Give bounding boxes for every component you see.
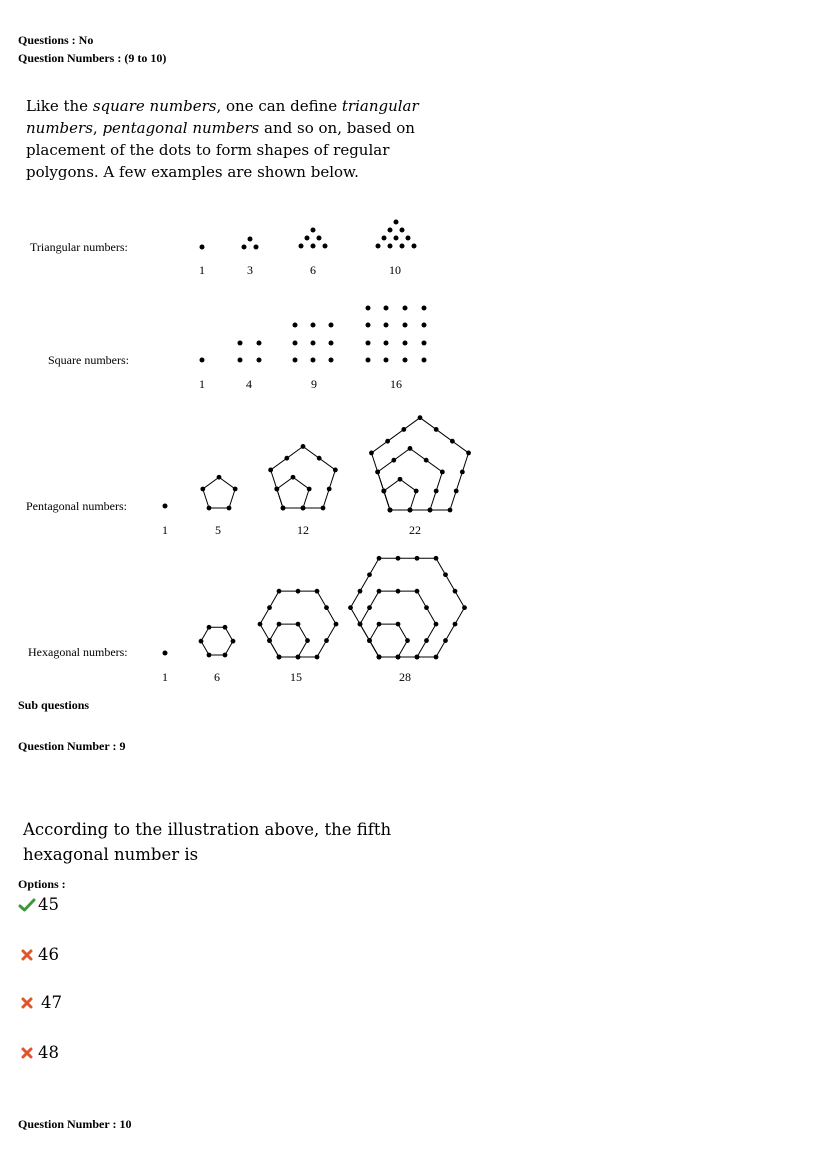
dot: [367, 572, 372, 577]
dot: [227, 506, 232, 511]
value-label: 9: [311, 377, 317, 391]
dot: [415, 655, 420, 660]
option-text: 47: [41, 993, 62, 1012]
dot: [385, 439, 390, 444]
dot: [296, 622, 301, 627]
dot: [424, 638, 429, 643]
dot: [377, 655, 382, 660]
value-label: 16: [390, 377, 402, 391]
dot: [367, 638, 372, 643]
dot: [268, 468, 273, 473]
dot: [466, 451, 471, 456]
check-icon: [18, 896, 36, 914]
dot: [296, 655, 301, 660]
dot: [396, 556, 401, 561]
dot: [207, 653, 212, 658]
dot: [231, 639, 236, 644]
dot: [321, 506, 326, 511]
dot: [291, 475, 296, 480]
dot: [398, 477, 403, 482]
dot: [207, 625, 212, 630]
dot: [296, 589, 301, 594]
value-label: 1: [199, 263, 205, 277]
row-label-square: Square numbers:: [48, 353, 129, 367]
dot: [440, 470, 445, 475]
dot: [377, 622, 382, 627]
dot: [408, 508, 413, 513]
dot: [267, 638, 272, 643]
dot: [305, 638, 310, 643]
dot: [377, 589, 382, 594]
row-label-pentagonal: Pentagonal numbers:: [26, 499, 127, 513]
dot: [396, 622, 401, 627]
dot: [450, 439, 455, 444]
value-label: 28: [399, 670, 411, 684]
dot: [434, 556, 439, 561]
cross-icon: [18, 1044, 36, 1062]
dot: [443, 638, 448, 643]
cross-icon: [18, 946, 36, 964]
dot: [405, 638, 410, 643]
dot: [462, 605, 467, 610]
dot: [324, 605, 329, 610]
dot: [258, 622, 263, 627]
dot: [453, 589, 458, 594]
dot: [367, 605, 372, 610]
question-10-number: Question Number : 10: [18, 1117, 132, 1131]
value-label: 1: [162, 670, 168, 684]
dot: [223, 653, 228, 658]
pentagonal-figure: [268, 444, 338, 510]
sub-questions-label: Sub questions: [18, 698, 90, 712]
value-label: 6: [214, 670, 220, 684]
value-label: 5: [215, 523, 221, 537]
dot: [281, 506, 286, 511]
value-label: 10: [389, 263, 401, 277]
question-9-number: Question Number : 9: [18, 739, 126, 753]
dot: [424, 605, 429, 610]
row-label-hexagonal: Hexagonal numbers:: [28, 645, 128, 659]
square-dots: [200, 306, 427, 363]
value-label: 3: [247, 263, 253, 277]
value-label: 1: [199, 377, 205, 391]
dot: [315, 589, 320, 594]
dot: [391, 458, 396, 463]
dot: [199, 639, 204, 644]
dot: [396, 589, 401, 594]
dot: [301, 444, 306, 449]
dot: [424, 458, 429, 463]
hexagonal-figure: [199, 625, 236, 658]
option-text: 45: [38, 895, 59, 914]
option-text: 48: [38, 1043, 59, 1062]
dot: [315, 655, 320, 660]
hexagonal-dots: [163, 556, 467, 660]
option-45[interactable]: [18, 895, 59, 914]
value-label: 1: [162, 523, 168, 537]
value-label: 12: [297, 523, 309, 537]
dot: [434, 427, 439, 432]
value-label: 15: [290, 670, 302, 684]
dot: [448, 508, 453, 513]
dot: [369, 451, 374, 456]
dot: [434, 622, 439, 627]
option-46[interactable]: [18, 945, 59, 964]
question-numbers-label: Question Numbers : (9 to 10): [18, 51, 167, 65]
pentagonal-figure: [200, 475, 237, 511]
dot: [334, 622, 339, 627]
dot: [428, 508, 433, 513]
passage-text: Like the square numbers, one can define triangular numbers, pentagonal numbers and so on, based on placement of the dots to form shapes of regular polygons. A few examples are shown below.: [26, 97, 419, 181]
question-9-text: According to the illustration above, the fifth hexagonal number is: [23, 820, 392, 864]
dot: [277, 589, 282, 594]
dot: [358, 622, 363, 627]
dot: [443, 572, 448, 577]
pentagonal-figure: [369, 415, 471, 512]
options-label: Options :: [18, 877, 66, 891]
row-label-triangular: Triangular numbers:: [30, 240, 128, 254]
dot: [388, 508, 393, 513]
dot: [434, 655, 439, 660]
polygonal-numbers-figure: [0, 200, 480, 690]
dot: [163, 651, 168, 656]
dot: [307, 487, 312, 492]
value-label: 4: [246, 377, 252, 391]
cross-icon: [18, 994, 36, 1012]
dot: [327, 487, 332, 492]
questions-label: Questions : No: [18, 33, 94, 47]
dot: [408, 446, 413, 451]
value-label: 22: [409, 523, 421, 537]
dot: [401, 427, 406, 432]
option-47[interactable]: [18, 993, 62, 1012]
dot: [460, 470, 465, 475]
dot: [200, 487, 205, 492]
hexagonal-figure: [258, 589, 339, 660]
dot: [163, 504, 168, 509]
dot: [233, 487, 238, 492]
dot: [207, 506, 212, 511]
dot: [301, 506, 306, 511]
value-label: 6: [310, 263, 316, 277]
dot: [217, 475, 222, 480]
triangular-dots: [200, 220, 417, 250]
dot: [277, 622, 282, 627]
dot: [415, 589, 420, 594]
dot: [317, 456, 322, 461]
dot: [223, 625, 228, 630]
dot: [348, 605, 353, 610]
pentagonal-dots: [163, 415, 471, 512]
dot: [454, 489, 459, 494]
dot: [274, 487, 279, 492]
dot: [267, 605, 272, 610]
dot: [277, 655, 282, 660]
dot: [396, 655, 401, 660]
dot: [418, 415, 423, 420]
dot: [333, 468, 338, 473]
dot: [358, 589, 363, 594]
dot: [377, 556, 382, 561]
option-48[interactable]: [18, 1043, 59, 1062]
dot: [284, 456, 289, 461]
dot: [434, 489, 439, 494]
hexagonal-figure: [348, 556, 467, 660]
dot: [453, 622, 458, 627]
dot: [324, 638, 329, 643]
option-text: 46: [38, 945, 59, 964]
dot: [415, 556, 420, 561]
dot: [375, 470, 380, 475]
dot: [414, 489, 419, 494]
dot: [381, 489, 386, 494]
